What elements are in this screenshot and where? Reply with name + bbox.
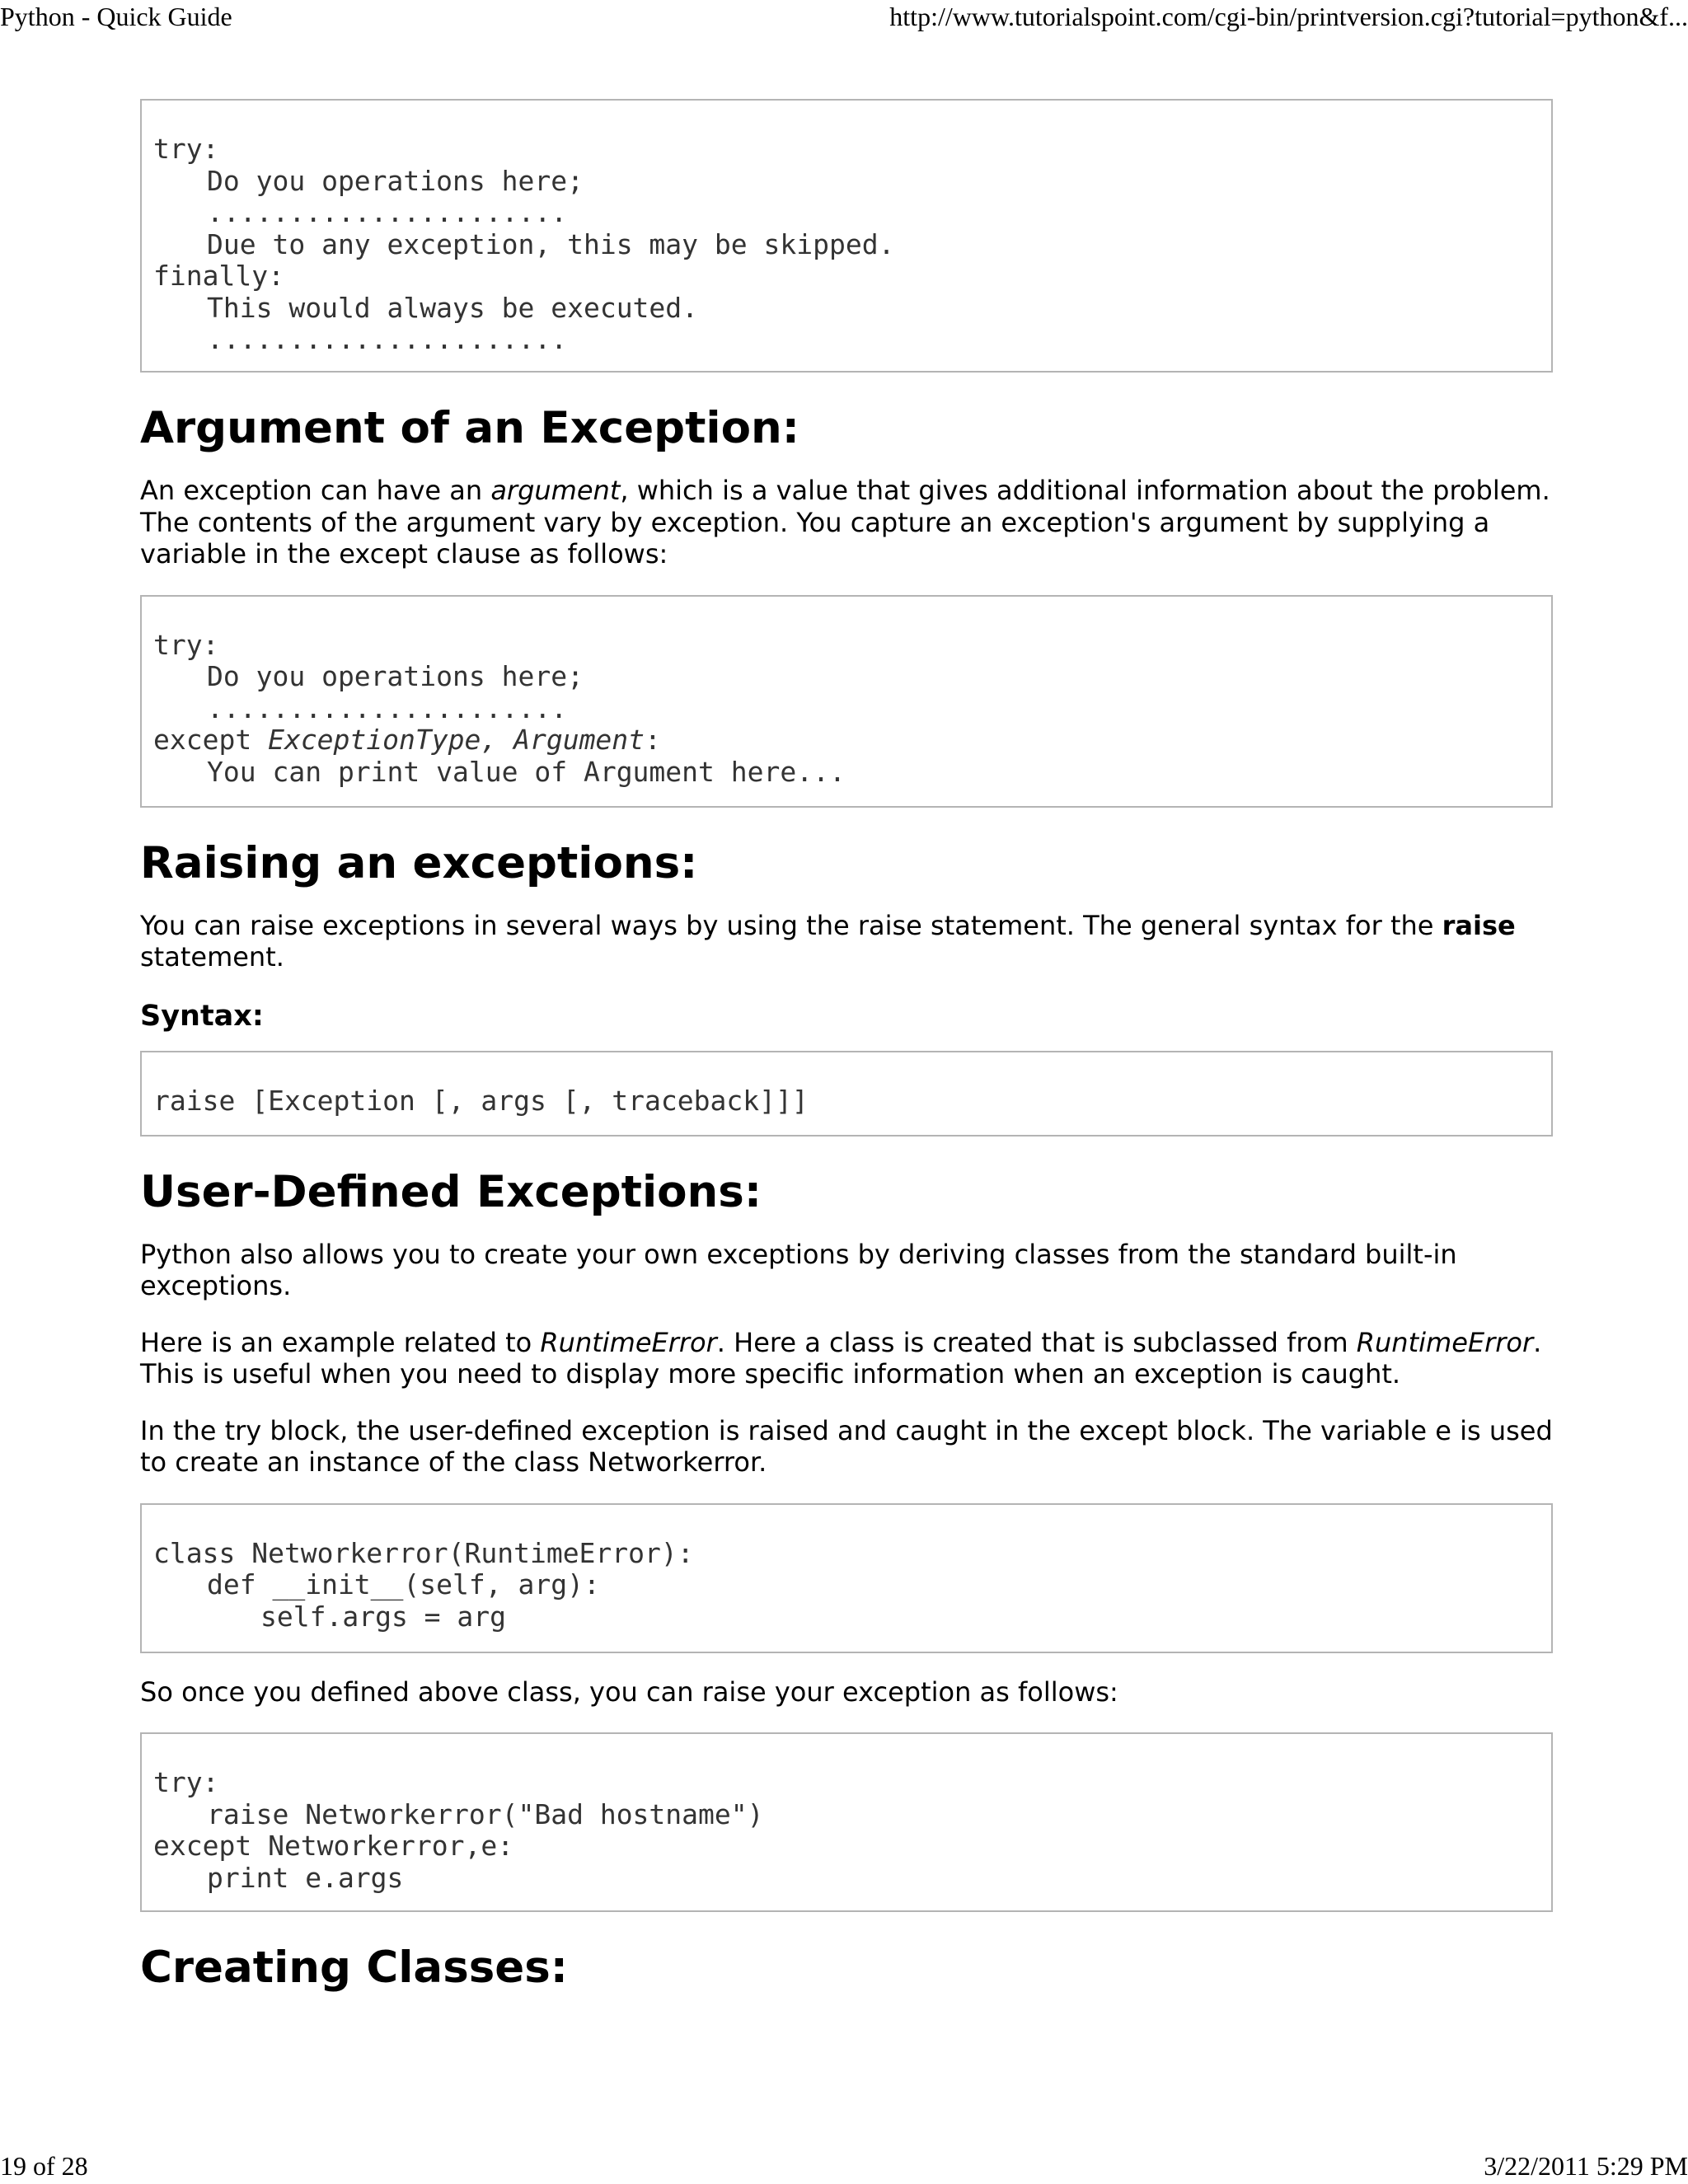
paragraph-user-defined-2 (140, 1327, 1553, 1390)
code-line: You can print value of Argument here... (207, 755, 846, 788)
heading-user-defined-exceptions: User-Defined Exceptions: (140, 1166, 762, 1217)
text-run: You can raise exceptions in several ways by using the raise statement. The general syntax for the (140, 909, 1442, 941)
page-header-url[interactable]: http://www.tutorialspoint.com/cgi-bin/printversion.cgi?tutorial=python&f... (889, 2, 1688, 31)
code-line: ...................... (207, 323, 568, 355)
code-block-raise-syntax (140, 1051, 1553, 1137)
code-token: : (645, 724, 661, 756)
page-header-title: Python - Quick Guide (0, 2, 232, 31)
code-line: This would always be executed. (207, 291, 699, 324)
code-line: def __init__(self, arg): (207, 1568, 600, 1601)
page-footer-datetime: 3/22/2011 5:29 PM (1484, 2151, 1688, 2181)
code-line: Do you operations here; (207, 164, 584, 197)
code-line: class Networkerror(RuntimeError): (153, 1536, 694, 1569)
paragraph-user-defined-1: Python also allows you to create your own exceptions by deriving classes from the standard built-in exceptions. (140, 1238, 1457, 1301)
code-line: except Networkerror,e: (153, 1830, 514, 1862)
code-block-except-argument (140, 595, 1553, 808)
bold-raise: raise (1442, 909, 1516, 941)
text-run: Here is an example related to (140, 1326, 541, 1358)
text-run: , which is a value that gives additional information about the problem. The contents of the argument vary by exception. You capture an exception's argument by supplying a variable in the except clause as follows: (140, 475, 1550, 569)
paragraph-argument (140, 475, 1553, 570)
code-line: finally: (153, 260, 284, 292)
text-run: . Here a class is created that is subclassed from (716, 1326, 1357, 1358)
heading-syntax: Syntax: (140, 999, 264, 1033)
code-line: try: (153, 628, 219, 661)
code-line: try: (153, 133, 219, 165)
code-line: ...................... (207, 691, 568, 724)
code-block-networkerror-class (140, 1503, 1553, 1653)
text-run: statement. (140, 941, 284, 972)
code-line: print e.args (207, 1861, 404, 1894)
code-line: try: (153, 1766, 219, 1798)
code-token: except (153, 724, 269, 756)
emphasis-runtimeerror: RuntimeError (540, 1326, 717, 1358)
heading-argument-of-exception: Argument of an Exception: (140, 403, 799, 453)
code-line: Do you operations here; (207, 660, 584, 692)
text-run: An exception can have an (140, 475, 491, 506)
text-run: . This is useful when you need to display more specific information when an exception is caught. (140, 1326, 1542, 1390)
code-line (153, 724, 1540, 757)
code-block-try-finally (140, 99, 1553, 373)
emphasis-runtimeerror: RuntimeError (1356, 1326, 1534, 1358)
heading-raising-exceptions: Raising an exceptions: (140, 837, 698, 888)
code-line: raise [Exception [, args [, traceback]]] (153, 1084, 809, 1117)
code-line: Due to any exception, this may be skipped. (207, 227, 895, 260)
page-footer-page-number: 19 of 28 (0, 2151, 88, 2181)
code-block-raise-networkerror (140, 1732, 1553, 1912)
emphasis-argument: argument (490, 475, 621, 506)
paragraph-user-defined-4: So once you defined above class, you can raise your exception as follows: (140, 1675, 1118, 1708)
paragraph-user-defined-3: In the try block, the user-defined exception is raised and caught in the except block. The variable e is used to create an instance of the class Networkerror. (140, 1414, 1553, 1478)
code-line: ...................... (207, 196, 568, 228)
code-line: self.args = arg (260, 1600, 507, 1633)
code-token-italic: ExceptionType, Argument (268, 724, 645, 756)
document-content (140, 99, 1553, 2014)
paragraph-raising (140, 910, 1553, 973)
code-line: raise Networkerror("Bad hostname") (207, 1797, 764, 1830)
heading-creating-classes: Creating Classes: (140, 1943, 568, 1993)
